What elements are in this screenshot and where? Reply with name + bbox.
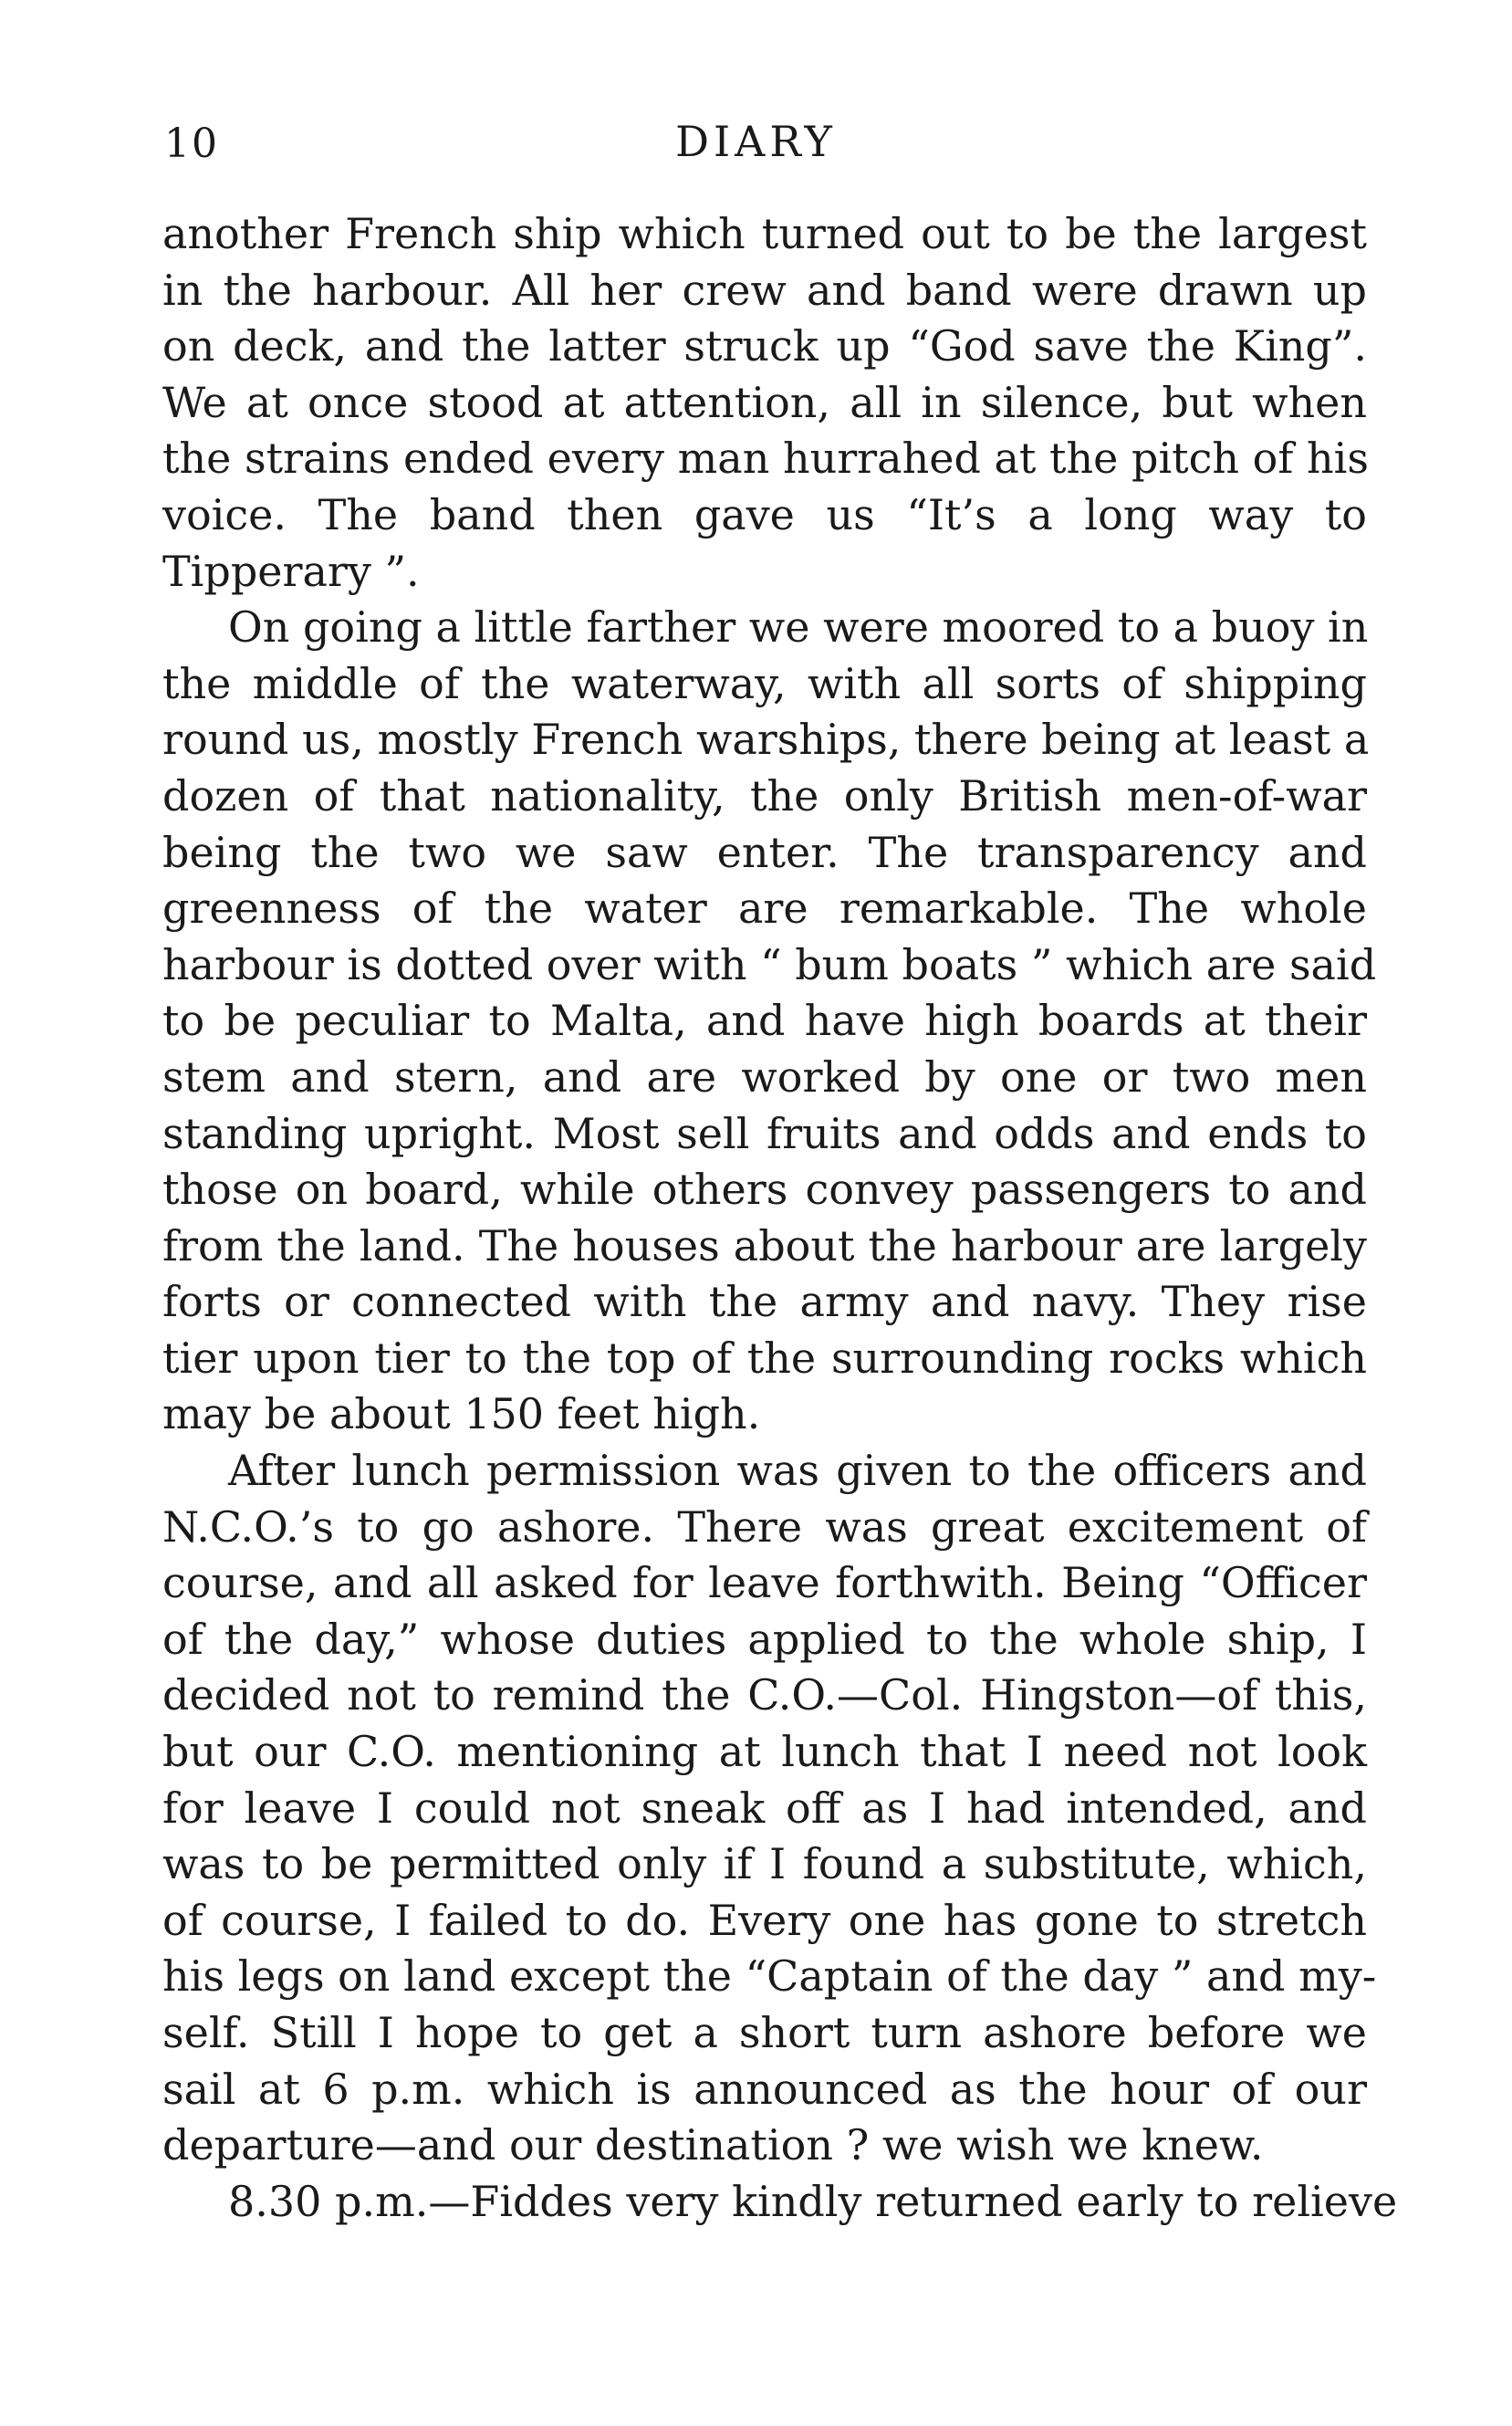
text-line: of the day,” whose duties applied to the whole ship, I [162,1614,1367,1664]
text-line: course, and all asked for leave forthwith. Being “Officer [162,1558,1367,1608]
text-line: greenness of the water are remarkable. The whole [162,884,1367,934]
running-title: DIARY [675,117,837,166]
text-line: those on board, while others convey passengers to and [162,1165,1367,1215]
text-line: tier upon tier to the top of the surrounding rocks which [162,1333,1367,1383]
text-line: stem and stern, and are worked by one or two men [162,1051,1367,1102]
text-line: round us, mostly French warships, there being at least a [162,715,1370,765]
text-line: dozen of that nationality, the only British men-of-war [162,770,1367,821]
text-line: for leave I could not sneak off as I had intended, and [162,1783,1367,1833]
text-line: his legs on land except the “Captain of the day ” and my- [162,1951,1377,2002]
text-line: was to be permitted only if I found a substitute, which, [162,1839,1367,1889]
text-line: sail at 6 p.m. which is announced as the hour of our [162,2064,1367,2114]
text-line: from the land. The houses about the harbour are largely [162,1220,1367,1271]
text-line: but our C.O. mentioning at lunch that I need not look [162,1727,1367,1777]
text-line: self. Still I hope to get a short turn ashore before we [162,2008,1367,2057]
text-line: 8.30 p.m.—Fiddes very kindly returned early to relieve [228,2176,1398,2226]
text-line: On going a little farther we were moored to a buoy in [228,602,1369,653]
text-line: standing upright. Most sell fruits and odds and ends to [162,1108,1367,1158]
text-line: We at once stood at attention, all in silence, but when [162,377,1367,427]
text-line: to be peculiar to Malta, and have high boards at their [162,996,1367,1046]
text-line: departure—and our destination ? we wish we knew. [162,2120,1264,2170]
text-line: voice. The band then gave us “It’s a long way to [162,489,1367,539]
text-line: in the harbour. All her crew and band were drawn up [162,265,1367,315]
text-line: After lunch permission was given to the officers and [228,1446,1367,1496]
text-line: of course, I failed to do. Every one has gone to stretch [162,1895,1367,1945]
text-line: the middle of the waterway, with all sorts of shipping [162,658,1367,708]
body-text [162,206,1398,2230]
text-line: another French ship which turned out to be the largest [162,209,1367,258]
text-line: decided not to remind the C.O.—Col. Hingston—of this, [162,1670,1367,1720]
text-line: harbour is dotted over with “ bum boats ” which are said [162,939,1377,989]
text-line: forts or connected with the army and navy. They rise [162,1277,1367,1327]
text-line: on deck, and the latter struck up “God save the King”. [162,321,1367,371]
text-line: may be about 150 feet high. [162,1389,761,1439]
text-line: the strains ended every man hurrahed at the pitch of his [162,434,1369,484]
text-line: N.C.O.’s to go ashore. There was great excitement of [162,1501,1367,1552]
text-line: Tipperary ”. [162,546,420,596]
page-number: 10 [164,120,219,167]
text-line: being the two we saw enter. The transparency and [162,827,1367,877]
